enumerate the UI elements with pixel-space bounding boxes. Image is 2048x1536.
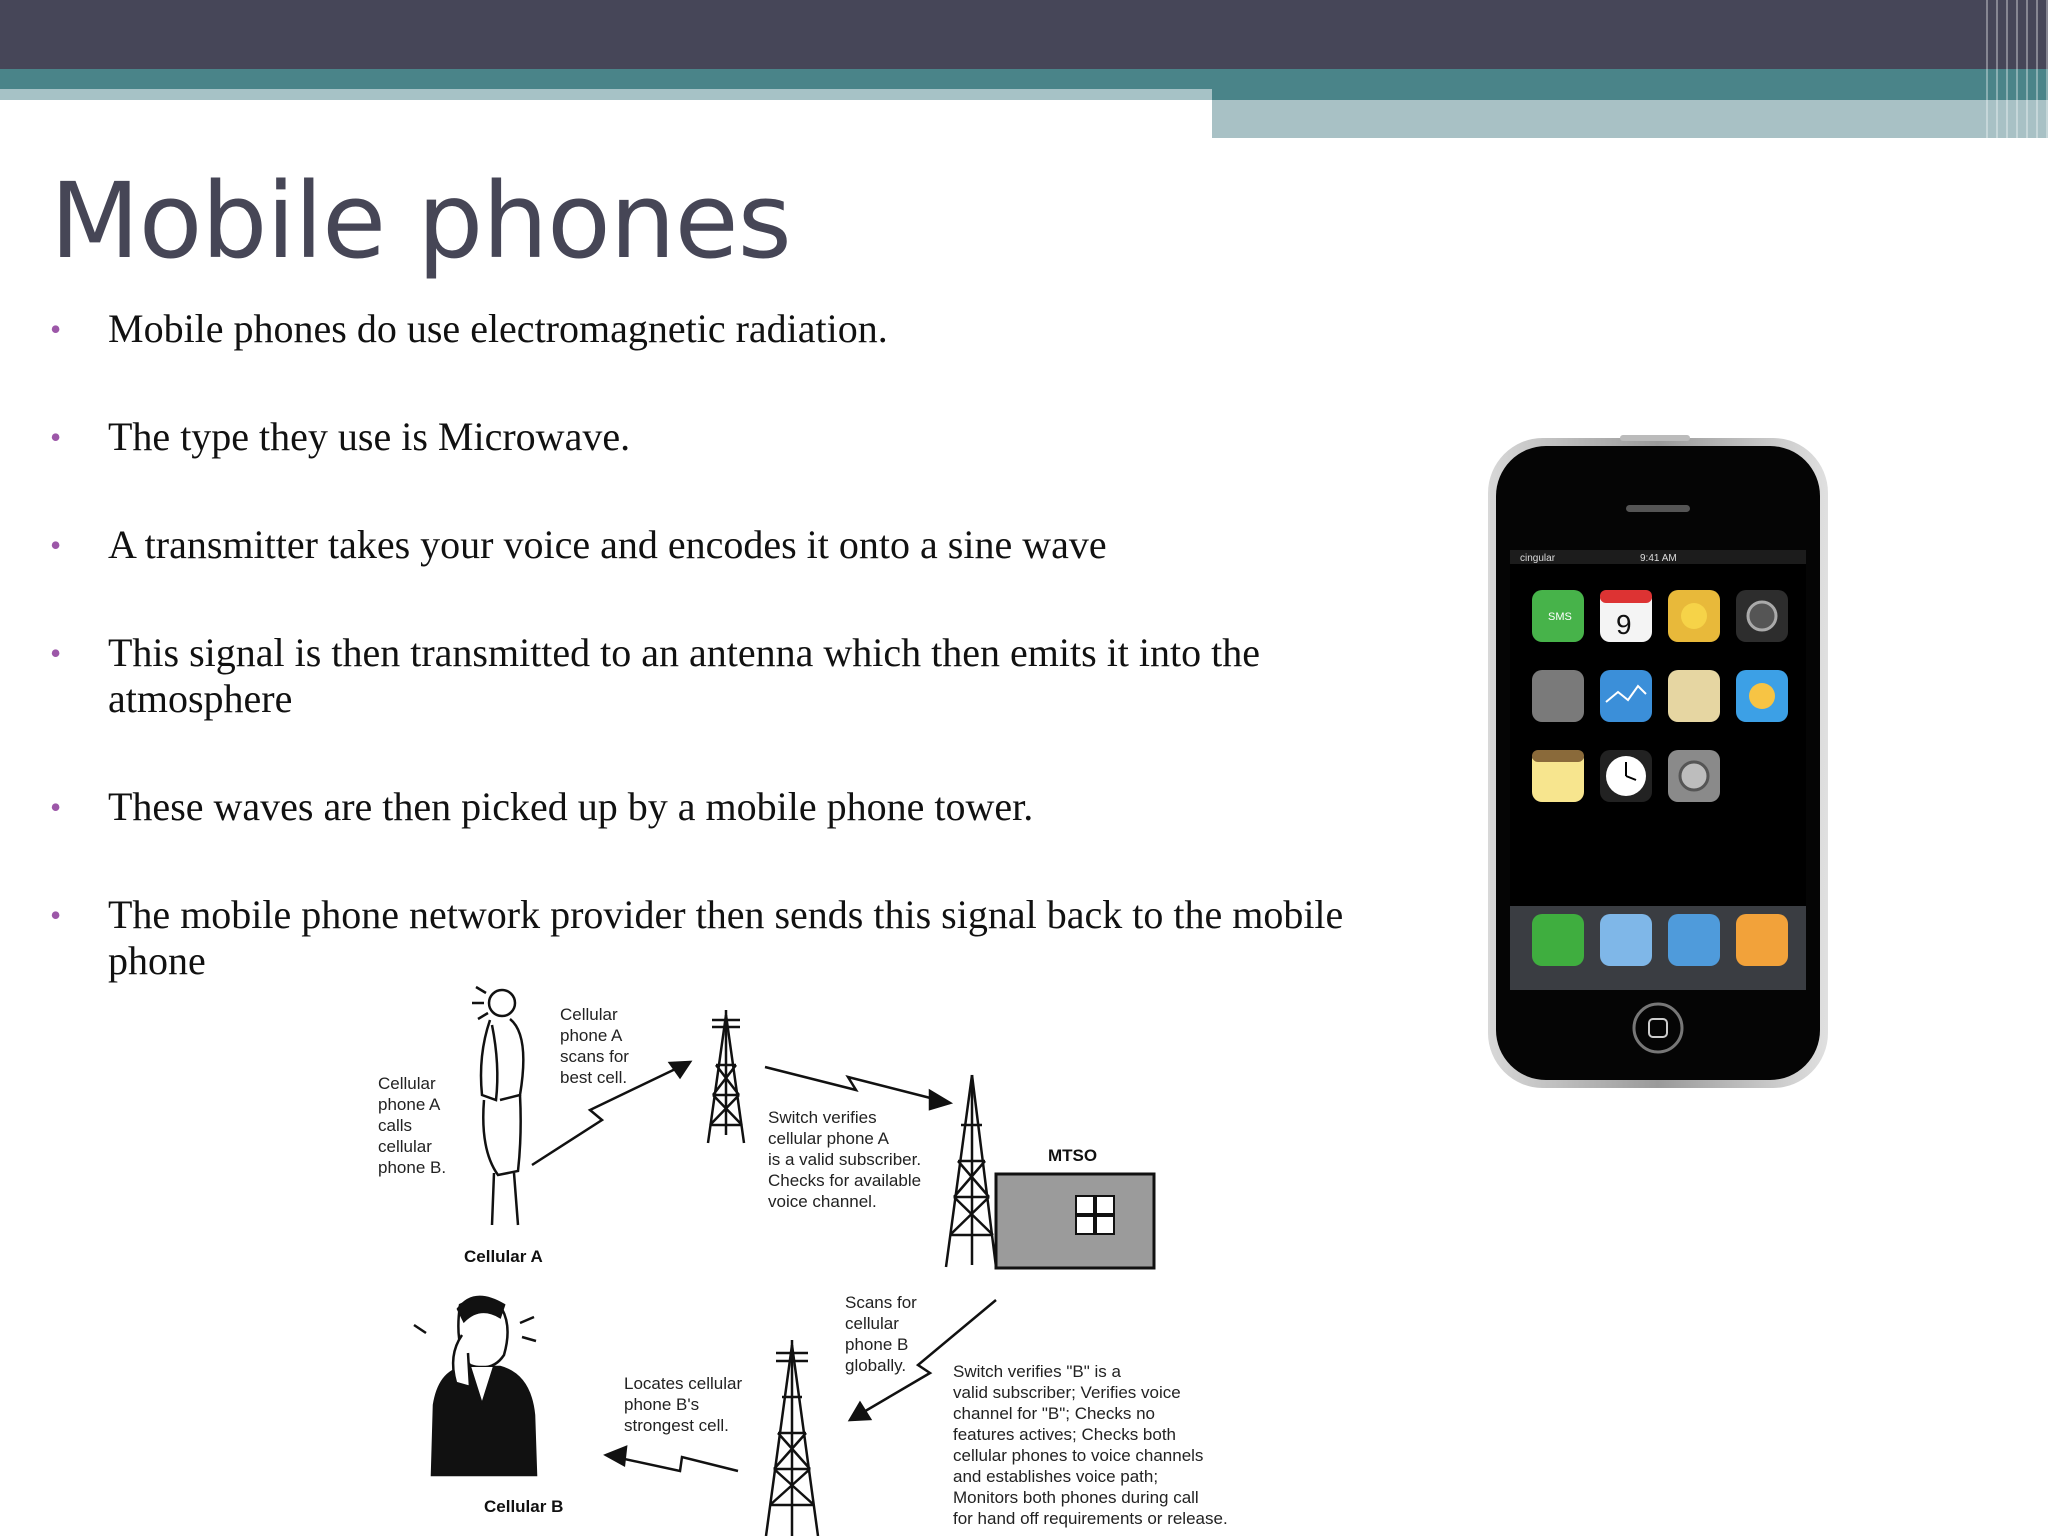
window-icon bbox=[1076, 1196, 1114, 1234]
light-band-right bbox=[1212, 100, 2048, 138]
label-line: cellular phone A bbox=[768, 1129, 889, 1148]
bullet-list bbox=[48, 306, 1448, 984]
label-line: phone B. bbox=[378, 1158, 447, 1177]
bullet-item bbox=[48, 414, 1448, 460]
label-line: phone B's bbox=[624, 1395, 700, 1414]
bullet-dot-icon: • bbox=[50, 419, 62, 455]
bullet-text: These waves are then picked up by a mobile phone tower. bbox=[108, 784, 1034, 829]
bullet-dot-icon: • bbox=[50, 527, 62, 563]
label-line: Switch verifies "B" is a bbox=[953, 1362, 1121, 1381]
label-locates-b bbox=[624, 1374, 742, 1435]
label-line: best cell. bbox=[560, 1068, 628, 1087]
label-a-calls bbox=[378, 1074, 446, 1177]
cellular-a-label: Cellular A bbox=[464, 1247, 543, 1266]
signal-arrow-icon bbox=[765, 1067, 950, 1109]
label-line: features actives; Checks both bbox=[953, 1425, 1177, 1444]
label-line: strongest cell. bbox=[624, 1416, 729, 1435]
bullet-dot-icon: • bbox=[50, 789, 62, 825]
calendar-icon: 9 bbox=[1616, 609, 1632, 640]
bullet-text: A transmitter takes your voice and encodes it onto a sine wave bbox=[108, 522, 1107, 567]
label-line: Scans for bbox=[845, 1293, 917, 1312]
bullet-dot-icon: • bbox=[50, 635, 62, 671]
bullet-item bbox=[48, 522, 1448, 568]
slide-title: Mobile phones bbox=[50, 160, 791, 282]
bullet-item bbox=[48, 784, 1448, 830]
bullet-text: The type they use is Microwave. bbox=[108, 414, 631, 459]
label-scans-b bbox=[845, 1293, 917, 1375]
label-line: Monitors both phones during call bbox=[953, 1488, 1199, 1507]
status-carrier: cingular bbox=[1520, 553, 1556, 564]
label-line: cellular bbox=[845, 1314, 899, 1333]
signal-arrow-icon bbox=[606, 1447, 738, 1471]
label-line: phone A bbox=[378, 1095, 441, 1114]
label-line: Cellular bbox=[378, 1074, 436, 1093]
cellular-b-label: Cellular B bbox=[484, 1497, 564, 1516]
label-line: Locates cellular bbox=[624, 1374, 743, 1393]
bullet-item bbox=[48, 892, 1448, 984]
mtso-label: MTSO bbox=[1048, 1146, 1098, 1165]
label-switch-a bbox=[768, 1108, 921, 1211]
light-band-left bbox=[0, 89, 1212, 100]
label-line: phone A bbox=[560, 1026, 623, 1045]
label-line: phone B bbox=[845, 1335, 909, 1354]
label-line: is a valid subscriber. bbox=[768, 1150, 922, 1169]
bullet-item bbox=[48, 306, 1448, 352]
cellular-network-diagram bbox=[370, 975, 1250, 1536]
label-line: cellular phones to voice channels bbox=[953, 1446, 1204, 1465]
label-switch-b bbox=[953, 1362, 1228, 1528]
label-line: scans for bbox=[560, 1047, 629, 1066]
label-line: calls bbox=[378, 1116, 413, 1135]
cell-tower-icon bbox=[946, 1075, 996, 1267]
label-line: channel for "B"; Checks no bbox=[953, 1404, 1156, 1423]
label-a-scans bbox=[560, 1005, 629, 1087]
label-line: globally. bbox=[845, 1356, 907, 1375]
label-line: valid subscriber; Verifies voice bbox=[953, 1383, 1181, 1402]
cellular-a-person bbox=[472, 987, 523, 1225]
cellular-b-person bbox=[414, 1297, 536, 1475]
bullet-text: The mobile phone network provider then sends this signal back to the mobile phone bbox=[108, 892, 1344, 983]
top-band bbox=[0, 0, 2048, 69]
label-line: and establishes voice path; bbox=[953, 1467, 1159, 1486]
label-line: cellular bbox=[378, 1137, 432, 1156]
bullet-text: This signal is then transmitted to an antenna which then emits it into the atmosphere bbox=[108, 630, 1261, 721]
bullet-dot-icon: • bbox=[50, 897, 62, 933]
label-line: voice channel. bbox=[768, 1192, 877, 1211]
bullet-text: Mobile phones do use electromagnetic radiation. bbox=[108, 306, 888, 351]
bullet-dot-icon: • bbox=[50, 311, 62, 347]
label-line: Checks for available bbox=[768, 1171, 922, 1190]
iphone-image bbox=[1470, 430, 1870, 1100]
label-line: Cellular bbox=[560, 1005, 618, 1024]
cell-tower-icon bbox=[708, 1010, 744, 1143]
bullet-item bbox=[48, 630, 1448, 722]
status-time: 9:41 AM bbox=[1640, 553, 1677, 564]
edge-stripes bbox=[1978, 0, 2048, 138]
cell-tower-icon bbox=[766, 1340, 818, 1536]
label-line: Switch verifies bbox=[768, 1108, 877, 1127]
label-line: for hand off requirements or release. bbox=[953, 1509, 1228, 1528]
sms-icon: SMS bbox=[1548, 611, 1572, 623]
